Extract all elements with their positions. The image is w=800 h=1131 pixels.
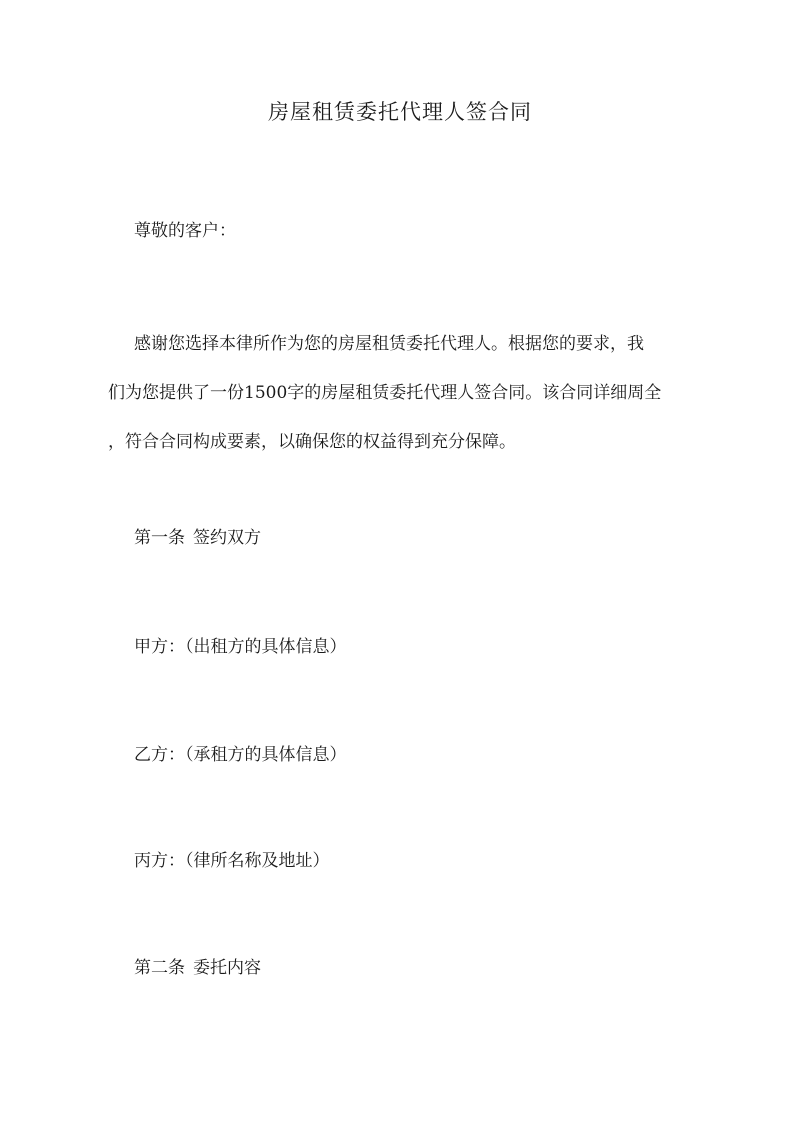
article-2-title: 委托内容 [193, 958, 261, 978]
article-1-number: 第一条 [134, 528, 185, 548]
party-a: 甲方：（出租方的具体信息） [134, 637, 347, 657]
intro-line: ，符合合同构成要素，以确保您的权益得到充分保障。 [108, 432, 516, 452]
article-1-heading [134, 523, 734, 553]
party-c: 丙方：（律所名称及地址） [134, 851, 330, 871]
article-1-title: 签约双方 [193, 528, 261, 548]
intro-paragraph [108, 320, 708, 467]
article-2-number: 第二条 [134, 958, 185, 978]
salutation: 尊敬的客户： [134, 221, 236, 241]
article-2-heading [134, 953, 734, 983]
document-title: 房屋租赁委托代理人签合同 [268, 100, 532, 124]
intro-line: 们为您提供了一份1500字的房屋租赁委托代理人签合同。该合同详细周全 [108, 383, 662, 403]
party-b: 乙方：（承租方的具体信息） [134, 745, 347, 765]
intro-line: 感谢您选择本律所作为您的房屋租赁委托代理人。根据您的要求，我 [134, 334, 644, 354]
